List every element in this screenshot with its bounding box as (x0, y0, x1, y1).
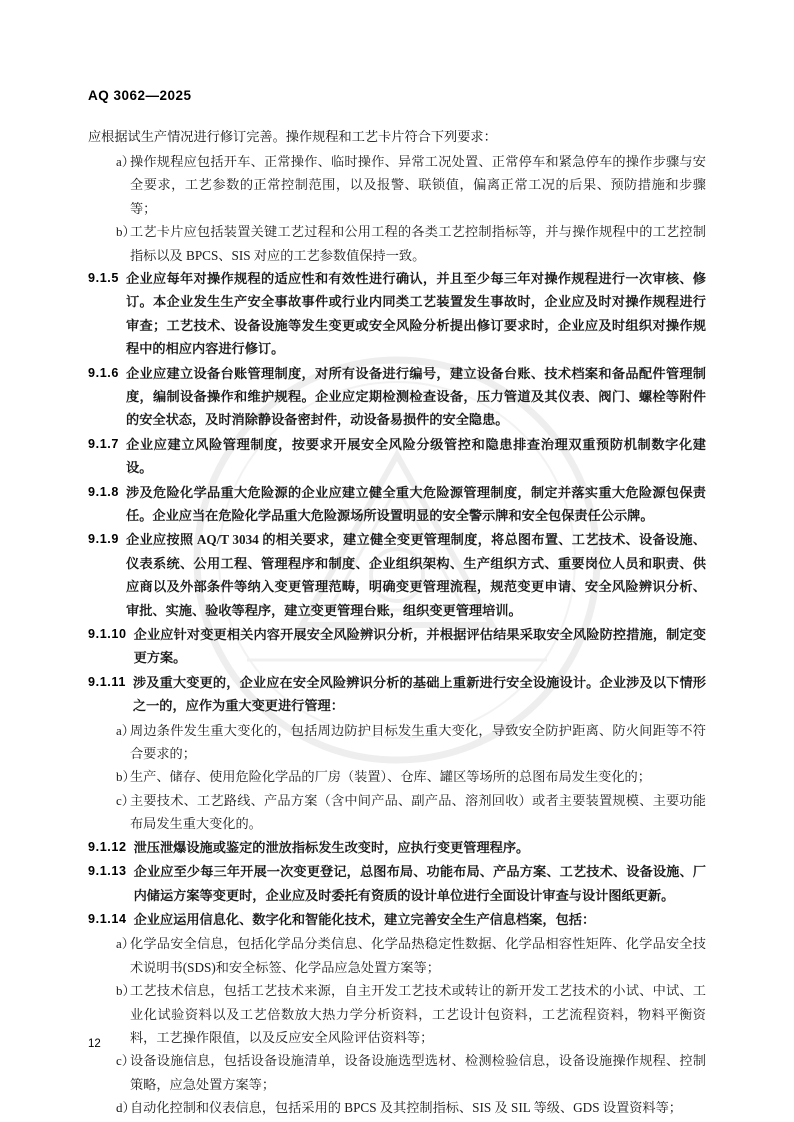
clause-9-1-10 (88, 623, 706, 670)
list-item-letter: b） (116, 769, 136, 785)
clause-text: 涉及重大变更的，企业应在安全风险辨识分析的基础上重新进行安全设施设计。企业涉及以下情形之一的，应作为重大变更进行管理： (132, 674, 706, 714)
clause-text: 企业应运用信息化、数字化和智能化技术，建立完善安全生产信息档案，包括： (133, 911, 596, 927)
clause-number: 9.1.9 (88, 532, 120, 547)
list-item-text: 生产、储存、使用危险化学品的厂房（装置）、仓库、罐区等场所的总图布局发生变化的； (130, 769, 651, 785)
list-item-text: 设备设施信息，包括设备设施清单，设备设施选型选材、检测检验信息，设备设施操作规程、控制策略，应急处置方案等； (130, 1053, 706, 1092)
list-item (88, 220, 706, 267)
clause-9-1-5 (88, 267, 706, 361)
list-item (88, 1096, 706, 1119)
clause-9-1-12 (88, 836, 706, 859)
clause-text: 泄压泄爆设施或鉴定的泄放指标发生改变时，应执行变更管理程序。 (133, 839, 530, 855)
list-item (88, 150, 706, 220)
clause-9-1-13 (88, 860, 706, 907)
page-number: 12 (88, 1038, 101, 1050)
list-item (88, 719, 706, 766)
clause-9-1-8 (88, 481, 706, 528)
clause-number: 9.1.8 (88, 484, 120, 499)
clause-number: 9.1.7 (88, 436, 120, 451)
lead-paragraph: 应根据试生产情况进行修订完善。操作规程和工艺卡片符合下列要求： (88, 129, 497, 144)
list-item-text: 化学品安全信息，包括化学品分类信息、化学品热稳定性数据、化学品相容性矩阵、化学品安全技术说明书(SDS)和安全标签、化学品应急处置方案等； (130, 936, 706, 975)
list-item (88, 1049, 706, 1096)
clause-text: 企业应至少每三年开展一次变更登记，总图布局、功能布局、产品方案、工艺技术、设备设施、厂内储运方案等变更时，企业应及时委托有资质的设计单位进行全面设计审查与设计图纸更新。 (133, 864, 706, 903)
list-item-text: 工艺技术信息，包括工艺技术来源，自主开发工艺技术或转让的新开发工艺技术的小试、中试、工业化试验资料以及工艺倍数放大热力学分析资料，工艺设计包资料，工艺流程资料，物料平衡资料，工艺操作限值，以及反应安全风险评估资料等； (130, 983, 706, 1045)
page-header-standard-code: AQ 3062—2025 (88, 88, 192, 103)
clause-9-1-6 (88, 362, 706, 432)
list-item-letter: d） (116, 1100, 136, 1116)
clause-text: 企业应按照 AQ/T 3034 的相关要求，建立健全变更管理制度，将总图布置、工艺技术、设备设施、仪表系统、公用工程、管理程序和制度、企业组织架构、生产组织方式、重要岗位人员和职责、供应商以及外部条件等纳入变更管理范畴，明确变更管理流程，规范变更申请、安全风险辨识分析、审批、实施、验收等程序，建立变更管理台账，组织变更管理培训。 (126, 532, 706, 618)
clause-text: 企业应建立设备台账管理制度，对所有设备进行编号，建立设备台账、技术档案和备品配件管理制度，编制设备操作和维护规程。企业应定期检测检查设备，压力管道及其仪表、阀门、螺栓等附件的安全状态，及时消除静设备密封件，动设备易损件的安全隐患。 (126, 365, 706, 428)
list-item-letter: c） (116, 792, 135, 808)
list-item (88, 789, 706, 836)
clause-text: 涉及危险化学品重大危险源的企业应建立健全重大危险源管理制度，制定并落实重大危险源包保责任。企业应当在危险化学品重大危险源场所设置明显的安全警示牌和安全包保责任公示牌。 (126, 484, 706, 523)
list-item-letter: b） (116, 224, 136, 240)
list-item-letter: a） (116, 722, 135, 738)
clause-number: 9.1.11 (88, 674, 126, 689)
list-item (88, 765, 706, 788)
clause-number: 9.1.5 (88, 270, 120, 285)
list-item-text: 自动化控制和仪表信息，包括采用的 BPCS 及其控制指标、SIS 及 SIL 等级、GDS 设置资料等； (130, 1100, 682, 1116)
clause-number: 9.1.6 (88, 365, 120, 380)
clause-number: 9.1.12 (88, 839, 127, 854)
clause-9-1-9 (88, 528, 706, 622)
clause-number: 9.1.10 (88, 627, 127, 642)
list-item-text: 工艺卡片应包括装置关键工艺过程和公用工程的各类工艺控制指标等，并与操作规程中的工艺控制指标以及 BPCS、SIS 对应的工艺参数值保持一致。 (130, 224, 706, 263)
list-item-text: 周边条件发生重大变化的，包括周边防护目标发生重大变化，导致安全防护距离、防火间距等不符合要求的； (130, 722, 706, 762)
list-item-letter: a） (116, 936, 135, 952)
list-item-text: 操作规程应包括开车、正常操作、临时操作、异常工况处置、正常停车和紧急停车的操作步骤与安全要求，工艺参数的正常控制范围，以及报警、联锁值，偏离正常工况的后果、预防措施和步骤等； (130, 153, 706, 216)
clause-text: 企业应每年对操作规程的适应性和有效性进行确认，并且至少每三年对操作规程进行一次审核、修订。本企业发生生产安全事故事件或行业内同类工艺装置发生事故时，企业应及时对操作规程进行审查；工艺技术、设备设施等发生变更或安全风险分析提出修订要求时，企业应及时组织对操作规程中的相应内容进行修订。 (126, 270, 706, 357)
clause-text: 企业应建立风险管理制度，按要求开展安全风险分级管控和隐患排查治理双重预防机制数字化建设。 (126, 436, 706, 476)
clause-number: 9.1.13 (88, 864, 127, 879)
clause-9-1-7 (88, 433, 706, 480)
list-item-letter: c） (116, 1053, 135, 1069)
list-item (88, 979, 706, 1049)
clause-9-1-14 (88, 908, 706, 931)
clause-9-1-11 (88, 671, 706, 718)
list-item (88, 932, 706, 979)
clause-text: 企业应针对变更相关内容开展安全风险辨识分析，并根据评估结果采取安全风险防控措施，制定变更方案。 (133, 627, 706, 666)
list-item-letter: a） (116, 153, 135, 169)
document-body (88, 125, 706, 1120)
list-item-text: 主要技术、工艺路线、产品方案（含中间产品、副产品、溶剂回收）或者主要装置规模、主要功能布局发生重大变化的。 (130, 792, 706, 832)
clause-number: 9.1.14 (88, 911, 127, 926)
list-item-letter: b） (116, 983, 136, 999)
